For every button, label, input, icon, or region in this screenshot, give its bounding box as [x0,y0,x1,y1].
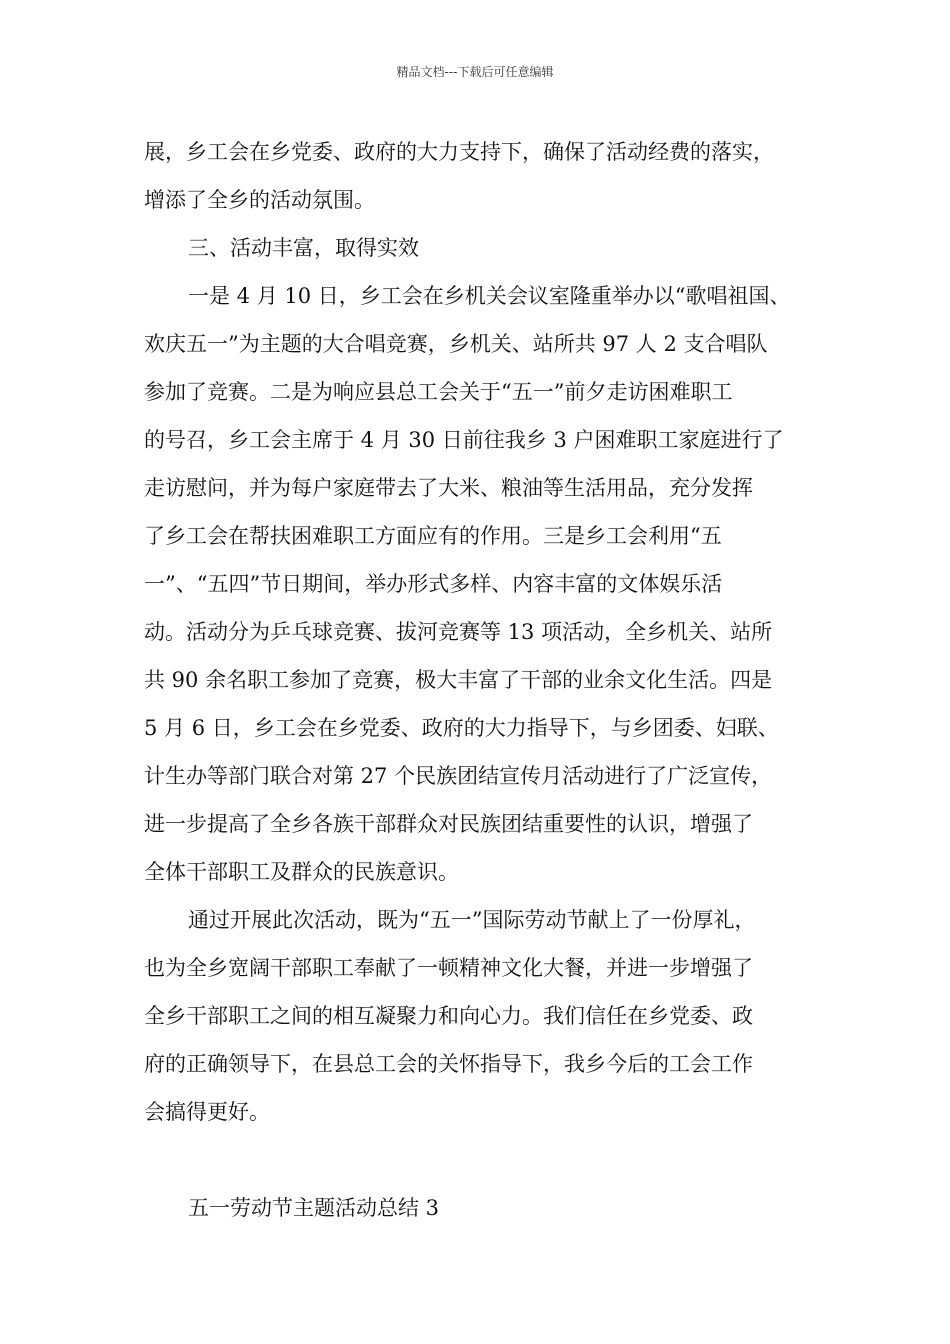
text-line: 全乡干部职工之间的相互凝聚力和向心力。我们信任在乡党委、政 [144,1004,753,1028]
section-heading: 三、活动丰富，取得实效 [188,236,419,260]
document-body [144,128,806,1232]
text-line: 了乡工会在帮扶困难职工方面应有的作用。三是乡工会利用“五 [144,524,722,548]
text-line: 一”、“五四”节日期间，举办形式多样、内容丰富的文体娱乐活 [144,572,723,596]
text-line: 增添了全乡的活动氛围。 [144,188,375,212]
text-line: 展，乡工会在乡党委、政府的大力支持下，确保了活动经费的落实， [144,140,774,164]
text-line: 会搞得更好。 [144,1100,270,1124]
text-line: 计生办等部门联合对第 27 个民族团结宣传月活动进行了广泛宣传， [144,764,773,788]
page-header: 精品文档---下载后可任意编辑 [396,65,554,79]
text-line: 进一步提高了全乡各族干部群众对民族团结重要性的认识，增强了 [144,812,753,836]
text-line: 的号召，乡工会主席于 4 月 30 日前往我乡 3 户困难职工家庭进行了 [144,428,784,452]
text-line: 动。活动分为乒乓球竞赛、拔河竞赛等 13 项活动，全乡机关、站所 [144,620,773,644]
text-line: 一是 4 月 10 日，乡工会在乡机关会议室隆重举办以“歌唱祖国、 [188,284,791,308]
text-line: 共 90 余名职工参加了竞赛，极大丰富了干部的业余文化生活。四是 [144,668,773,692]
text-line: 欢庆五一”为主题的大合唱竞赛，乡机关、站所共 97 人 2 支合唱队 [144,332,768,356]
text-line: 5 月 6 日，乡工会在乡党委、政府的大力指导下，与乡团委、妇联、 [144,716,779,740]
text-line: 通过开展此次活动，既为“五一”国际劳动节献上了一份厚礼， [188,908,756,932]
blank-line [144,1136,806,1184]
text-line: 走访慰问，并为每户家庭带去了大米、粮油等生活用品，充分发挥 [144,476,753,500]
text-line: 全体干部职工及群众的民族意识。 [144,860,459,884]
text-line: 参加了竞赛。二是为响应县总工会关于“五一”前夕走访困难职工 [144,380,733,404]
section-title: 五一劳动节主题活动总结 3 [188,1196,440,1220]
text-line: 府的正确领导下，在县总工会的关怀指导下，我乡今后的工会工作 [144,1052,753,1076]
text-line: 也为全乡宽阔干部职工奉献了一顿精神文化大餐，并进一步增强了 [144,956,753,980]
